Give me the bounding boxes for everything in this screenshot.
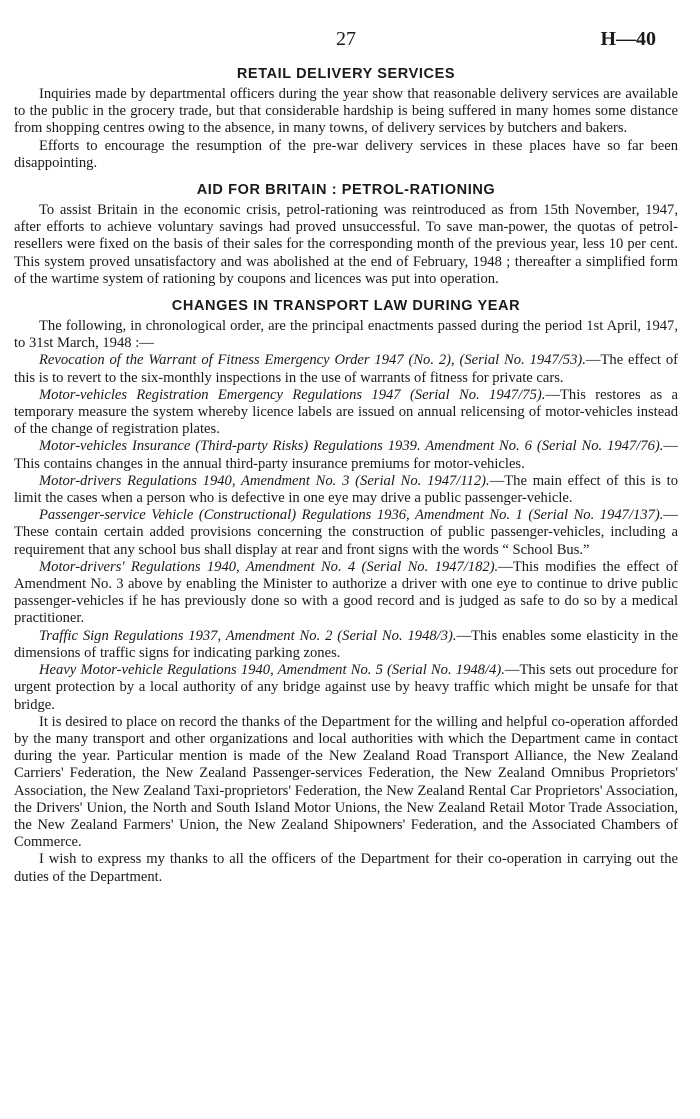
enactment-item — [14, 473, 678, 507]
enactment-item — [14, 438, 678, 472]
acknowledgement-paragraph: It is desired to place on record the thanks of the Department for the willing and helpful co-operation afforded by the many transport and other organizations and local authorities with which the Department came in contact during the year. Particular mention is made of the New Zealand Road Transport Alliance, the New Zealand Carriers' Federation, the New Zealand Passenger-services Federation, the New Zealand Omnibus Proprietors' Association, the New Zealand Taxi-proprietors' Federation, the New Zealand Rental Car Proprietors' Association, the Drivers' Union, the North and South Island Motor Unions, the New Zealand Retail Motor Trade Association, the New Zealand Farmers' Union, the New Zealand Shipowners' Federation, and the Associated Chambers of Commerce. — [14, 713, 678, 851]
paragraph: Efforts to encourage the resumption of the pre-war delivery services in these places have so far been disappointing. — [14, 137, 678, 171]
section-heading: AID FOR BRITAIN : PETROL-RATIONING — [196, 182, 496, 199]
enactment-item — [14, 387, 678, 439]
enactment-title: Motor-drivers Regulations 1940, Amendment No. 3 (Serial No. 1947/112). — [39, 472, 490, 489]
intro-paragraph: The following, in chronological order, are the principal enactments passed during the period 1st April, 1947, to 31st March, 1948 :— — [14, 318, 678, 352]
enactment-title: Traffic Sign Regulations 1937, Amendment No. 2 (Serial No. 1948/3). — [39, 627, 457, 644]
enactment-item — [14, 628, 678, 662]
enactment-item — [14, 507, 678, 559]
enactment-title: Passenger-service Vehicle (Constructional) Regulations 1936, Amendment No. 1 (Serial No. 1947/137). — [39, 507, 664, 524]
enactment-item — [14, 559, 678, 628]
enactment-item — [14, 662, 678, 714]
enactment-description: —The main effect of this is to limit the cases when a person who is defective in one eye may drive a public passenger-vehicle. — [14, 472, 678, 507]
section-heading: CHANGES IN TRANSPORT LAW DURING YEAR — [171, 298, 521, 315]
page-number: 27 — [336, 28, 356, 50]
page-header — [14, 0, 678, 58]
enactment-description: —This contains changes in the annual third-party insurance premiums for motor-vehicles. — [14, 438, 678, 472]
enactment-title: Motor-drivers' Regulations 1940, Amendment No. 4 (Serial No. 1947/182). — [39, 558, 499, 575]
section-retail-delivery — [14, 66, 678, 172]
enactment-description: —This enables some elasticity in the dimensions of traffic signs for indicating parking zones. — [14, 627, 678, 661]
document-reference: H—40 — [600, 28, 656, 50]
enactment-title: Heavy Motor-vehicle Regulations 1940, Amendment No. 5 (Serial No. 1948/4). — [39, 662, 505, 679]
enactment-title: Motor-vehicles Registration Emergency Regulations 1947 (Serial No. 1947/75). — [39, 386, 546, 403]
section-aid-for-britain — [14, 182, 678, 288]
paragraph: Inquiries made by departmental officers during the year show that reasonable delivery services are available to the public in the grocery trade, but that considerable hardship is being suffered in many homes some distance from shopping centres owing to the absence, in many towns, of delivery services by butchers and bakers. — [14, 86, 678, 137]
section-heading: RETAIL DELIVERY SERVICES — [236, 66, 456, 82]
enactment-item — [14, 352, 678, 386]
enactment-description: —The effect of this is to revert to the six-monthly inspections in the use of warrants of fitness for private cars. — [14, 352, 678, 386]
enactment-description: —This sets out procedure for urgent protection by a local authority of any bridge against use by heavy traffic which might be unsafe for that bridge. — [14, 662, 678, 713]
enactment-description: —This modifies the effect of Amendment No. 3 above by enabling the Minister to authorize a driver with one eye to continue to drive public passenger-vehicles if he has previously done so with a good record and is judged as safe to do so by a medical practitioner. — [14, 558, 679, 627]
thanks-paragraph: I wish to express my thanks to all the officers of the Department for their co-operation in carrying out the duties of the Department. — [14, 851, 678, 885]
enactment-title: Revocation of the Warrant of Fitness Emergency Order 1947 (No. 2), (Serial No. 1947/53). — [39, 352, 586, 369]
paragraph: To assist Britain in the economic crisis, petrol-rationing was reintroduced as from 15th November, 1947, after efforts to achieve voluntary savings had proved unsuccessful. To save man-power, the quotas of petrol-resellers were fixed on the basis of their sales for the corresponding month of the previous year, less 10 per cent. This system proved unsatisfactory and was abolished at the end of February, 1948 ; thereafter a simplified form of the wartime system of rationing by coupons and licences was put into operation. — [14, 202, 678, 287]
enactment-title: Motor-vehicles Insurance (Third-party Risks) Regulations 1939. Amendment No. 6 (Serial No. 1947/76). — [39, 438, 664, 455]
enactment-description: —These contain certain added provisions concerning the construction of public passenger-vehicles, including a requirement that any school bus shall display at rear and front signs with the words “ School Bus.” — [14, 507, 678, 558]
enactment-description: —This restores as a temporary measure the system whereby licence labels are issued on annual relicensing of motor-vehicles instead of the change of registration plates. — [14, 386, 678, 438]
section-transport-law — [14, 298, 678, 886]
